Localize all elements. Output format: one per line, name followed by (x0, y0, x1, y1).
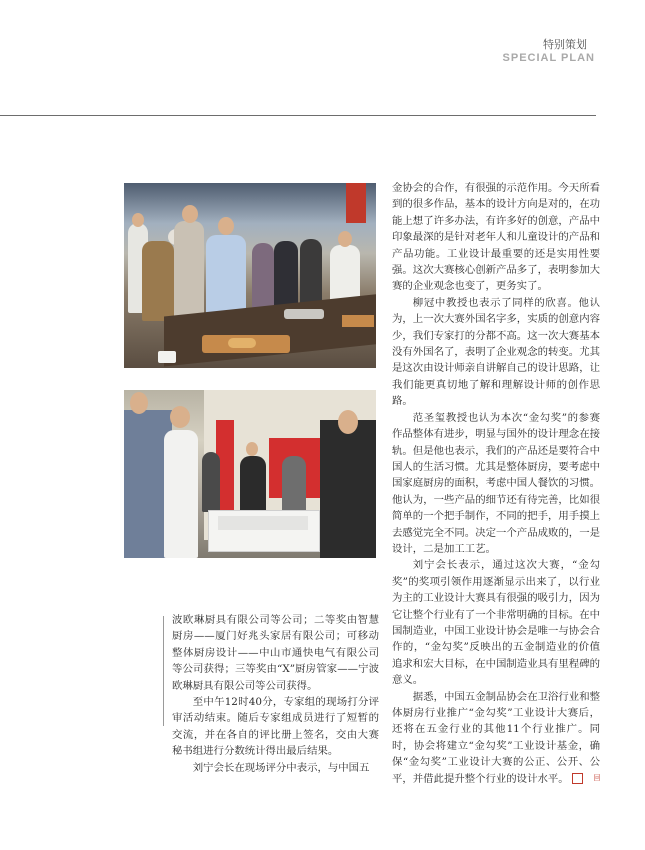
paragraph: 柳冠中教授也表示了同样的欣喜。他认为，上一次大赛外国名字多，实质的创意内容少，我们专家打的分都不高。这一次大赛基本没有外国名了，表明了企业观念的转变。尤其是这次由设计师亲自讲解自己的设计思路，让我们能更真切地了解和理解设计师的创作思路。 (392, 296, 600, 408)
exhibition-kitchen-photo (124, 183, 376, 368)
paragraph: 刘宁会长在现场评分中表示，与中国五 (192, 761, 370, 774)
left-article-column (172, 612, 379, 776)
paragraph: 金协会的合作，有很强的示范作用。今天所看到的很多作品，基本的设计方向是对的，在功能上想了许多办法，有许多好的创意，产品中印象最深的是针对老年人和儿童设计的产品和产品功能。工业设计最重要的还是实用性要强。这次大赛核心创新产品多了，表明参加大赛的企业观念也变了，更务实了。 (392, 182, 600, 293)
paragraph: 刘宁会长表示，通过这次大赛，“金勾奖”的奖项引领作用逐渐显示出来了，以行业为主的工业设计大赛具有很强的吸引力，因为它让整个行业有了一个非常明确的目标。在中国制造业，中国工业设计协会是唯一与协会合作的，“金勾奖”反映出的五金制造业的价值追求和宏大目标，在中国制造业具有里程碑的意义。 (392, 559, 600, 687)
header-divider (0, 115, 596, 116)
sink-shape (284, 309, 324, 319)
cutting-board-shape (342, 315, 374, 327)
section-title-cn: 特别策划 (543, 38, 587, 51)
paragraph: 波欧琳厨具有限公司等公司；二等奖由智慧厨房——厦门好兆头家居有限公司；可移动整体厨房设计——中山市通快电气有限公司等公司获得；三等奖由“X”厨房管家——宁波欧琳厨具有限公司等公司获得。 (172, 614, 379, 692)
paragraph: 范圣玺教授也认为本次“金勾奖”的参赛作品整体有进步，明显与国外的设计理念在接轨。但是他也表示，我们的产品还是要符合中国人的生活习惯。尤其是整体厨房，要考虑中国家庭厨房的面积，考虑中国人餐饮的习惯。他认为，一些产品的细节还有待完善，比如很简单的一个把手制作，不同的把手，用手摸上去感觉完全不同。决定一个产品成败的，一是设计，二是加工工艺。 (392, 411, 600, 555)
right-article-column (392, 180, 600, 787)
person-shape (320, 420, 376, 558)
end-mark-icon: 回 (572, 773, 583, 784)
cup-shape (158, 351, 176, 363)
paragraph: 据悉，中国五金制品协会在卫浴行业和整体厨房行业推广“金勾奖”工业设计大赛后，还将在五金行业的其他11个行业推广。同时，协会将建立“金勾奖”工业设计基金，确保“金勾奖”工业设计大赛的公正、公开、公平，并借此提升整个行业的设计水平。 (392, 690, 600, 785)
exhibition-appliance-photo (124, 390, 376, 558)
paragraph: 至中午12时40分，专家组的现场打分评审活动结束。随后专家组成员进行了短暂的交流，并在各自的评比册上签名，交由大赛秘书组进行分数统计得出最后结果。 (172, 696, 379, 758)
bread-shape (228, 338, 256, 348)
appliance-shape (218, 516, 308, 530)
section-title-en: SPECIAL PLAN (502, 52, 595, 64)
column-divider (163, 616, 164, 726)
banner-shape (346, 183, 366, 223)
